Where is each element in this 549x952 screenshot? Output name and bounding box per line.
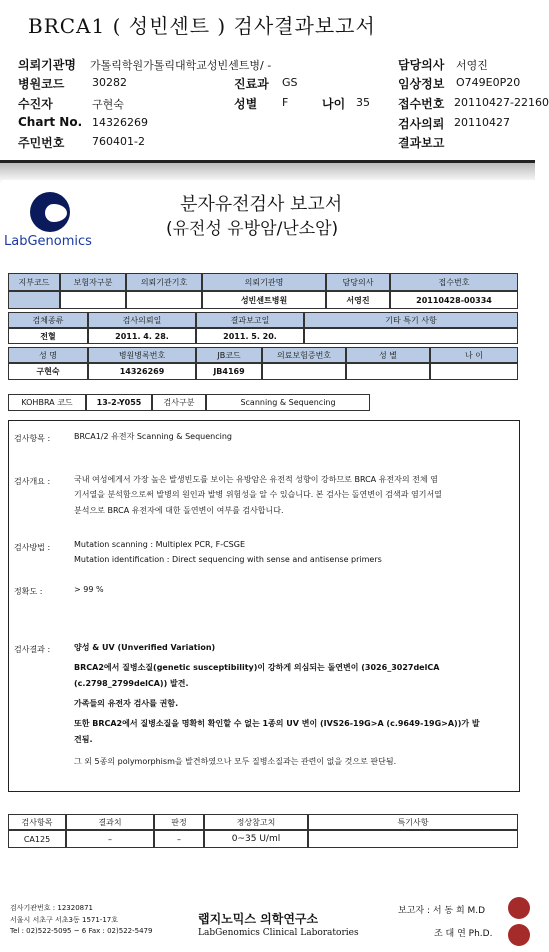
accuracy-label: 정확도 : [14,587,43,596]
labgenomics-logo-inner [40,204,67,222]
value-resident-no: 760401-2 [92,135,145,148]
footer-org-en: LabGenomics Clinical Laboratories [198,928,359,938]
result-line: 또한 BRCA2에서 질병소질을 명확히 확인할 수 없는 1종의 UV 변이 (IVS26-19G>A (c.9649-19G>A))가 발 [74,719,480,728]
seal-stamp-icon [508,924,530,946]
t3-cell [262,363,346,380]
t4-cell: 0~35 U/ml [204,830,308,848]
t3-cell: 14326269 [88,363,196,380]
result-line: (c.2798_2799delCA)) 발견. [74,679,189,688]
labgenomics-logo-text: LabGenomics [4,234,92,249]
label-hospital-code: 병원코드 [18,77,65,91]
t2-header: 기타 특기 사항 [304,312,518,328]
seal-stamp-icon [508,897,530,919]
t4-cell: – [66,830,154,848]
label-department: 진료과 [234,77,269,91]
t3-header: JB코드 [196,347,262,363]
value-patient: 구현숙 [92,98,124,111]
t3-header: 성 명 [8,347,88,363]
value-request-date: 20110427 [454,116,510,129]
t1-header: 의뢰기관명 [202,273,326,291]
method-line: Mutation scanning : Multiplex PCR, F-CSGE [74,540,246,549]
t4-header: 정상참고치 [204,814,308,830]
label-resident-no: 주민번호 [18,136,65,150]
label-sex: 성별 [234,97,258,111]
label-age: 나이 [322,97,346,111]
label-receipt-no: 접수번호 [398,97,445,111]
t2-cell [304,328,518,344]
kohbra-label: KOHBRA 코드 [8,394,86,411]
t1-cell [60,291,126,309]
value-age: 35 [356,96,370,109]
label-institution: 의뢰기관명 [18,58,76,72]
t2-cell: 2011. 5. 20. [196,328,304,344]
label-doctor: 담당의사 [398,58,445,72]
t1-header: 의뢰기관기호 [126,273,202,291]
footer-inst-no: 검사기관번호 : 12320871 [10,904,94,912]
result-label: 검사결과 : [14,645,51,654]
report-header-title: BRCA1 ( 성빈센트 ) 검사결과보고서 [28,14,376,38]
t4-cell: CA125 [8,830,66,848]
overview-line: 국내 여성에게서 가장 높은 발생빈도를 보이는 유방암은 유전적 성향이 강하므로 BRCA 유전자의 전체 염 [74,475,438,484]
t3-header: 성 별 [346,347,430,363]
t4-header: 판정 [154,814,204,830]
value-receipt-no: 20110427-22160 [454,96,549,109]
t4-cell [308,830,518,848]
report-subtitle: (유전성 유방암/난소암) [166,219,339,239]
footer-phone: Tel : 02)522-5095 ~ 6 Fax : 02)522-5479 [10,927,153,935]
item-text: BRCA1/2 유전자 Scanning & Sequencing [74,432,232,441]
item-label: 검사항목 : [14,434,51,443]
result-line: BRCA2에서 질병소질(genetic susceptibility)이 강하게 의심되는 돌연변이 (3026_3027delCA [74,663,440,672]
t1-cell: 20110428-00334 [390,291,518,309]
t2-header: 검체종류 [8,312,88,328]
value-doctor: 서영진 [456,59,488,72]
result-line: 양성 & UV (Unverified Variation) [74,643,216,652]
test-type-label: 검사구분 [152,394,206,411]
footer-reporter2: 조 대 연 Ph.D. [434,929,493,939]
footer-reporter: 보고자 : 서 동 희 M.D [398,906,486,916]
accuracy-value: > 99 % [74,585,104,594]
t3-cell [430,363,518,380]
result-line: 견됨. [74,735,93,744]
report-title: 분자유전검사 보고서 [180,194,343,215]
t1-header: 보험자구분 [60,273,126,291]
label-request-date: 검사의뢰 [398,117,445,131]
t3-header: 나 이 [430,347,518,363]
result-line: 가족들의 유전자 검사를 권함. [74,699,179,708]
overview-label: 검사개요 : [14,477,51,486]
overview-line: 분석으로 BRCA 유전자에 대한 돌연변이 여부를 검사합니다. [74,506,284,515]
t1-header: 지부코드 [8,273,60,291]
t1-cell [8,291,60,309]
t1-cell: 서영진 [326,291,390,309]
t4-header: 결과치 [66,814,154,830]
t3-cell [346,363,430,380]
t4-header: 특기사항 [308,814,518,830]
kohbra-code: 13-2-Y055 [86,394,152,411]
value-chart-no: 14326269 [92,116,148,129]
t1-cell: 성빈센트병원 [202,291,326,309]
label-clinical-info: 임상정보 [398,77,445,91]
footer-org-ko: 랩지노믹스 의학연구소 [198,912,319,926]
method-line: Mutation identification : Direct sequencing with sense and antisense primers [74,555,382,564]
t2-cell: 2011. 4. 28. [88,328,196,344]
method-label: 검사방법 : [14,543,51,552]
value-department: GS [282,76,298,89]
t3-header: 병원병록번호 [88,347,196,363]
value-sex: F [282,96,289,109]
label-chart-no: Chart No. [18,115,83,129]
value-institution: 가톨릭학원가톨릭대학교성빈센트병/ - [90,59,272,72]
t4-header: 검사항목 [8,814,66,830]
t2-cell: 전혈 [8,328,88,344]
test-type-value: Scanning & Sequencing [206,394,370,411]
label-patient: 수진자 [18,97,53,111]
t4-cell: – [154,830,204,848]
t2-header: 검사의뢰일 [88,312,196,328]
t1-cell [126,291,202,309]
t3-cell: JB4169 [196,363,262,380]
label-result-report: 결과보고 [398,136,445,150]
t1-header: 담당의사 [326,273,390,291]
value-hospital-code: 30282 [92,76,127,89]
value-clinical-info: O749E0P20 [456,76,521,89]
t3-header: 의료보험증번호 [262,347,346,363]
t2-header: 결과보고일 [196,312,304,328]
result-line: 그 외 5종의 polymorphism을 발견하였으나 모두 질병소질과는 관련이 없을 것으로 판단됨. [74,757,397,766]
overview-line: 기서열을 분석함으로써 발병의 원인과 발병 위험성을 알 수 있습니다. 본 검사는 돌연변이 검색과 염기서열 [74,490,442,499]
footer-address: 서울시 서초구 서초3동 1571-17호 [10,916,118,924]
t3-cell: 구현숙 [8,363,88,380]
t1-header: 접수번호 [390,273,518,291]
